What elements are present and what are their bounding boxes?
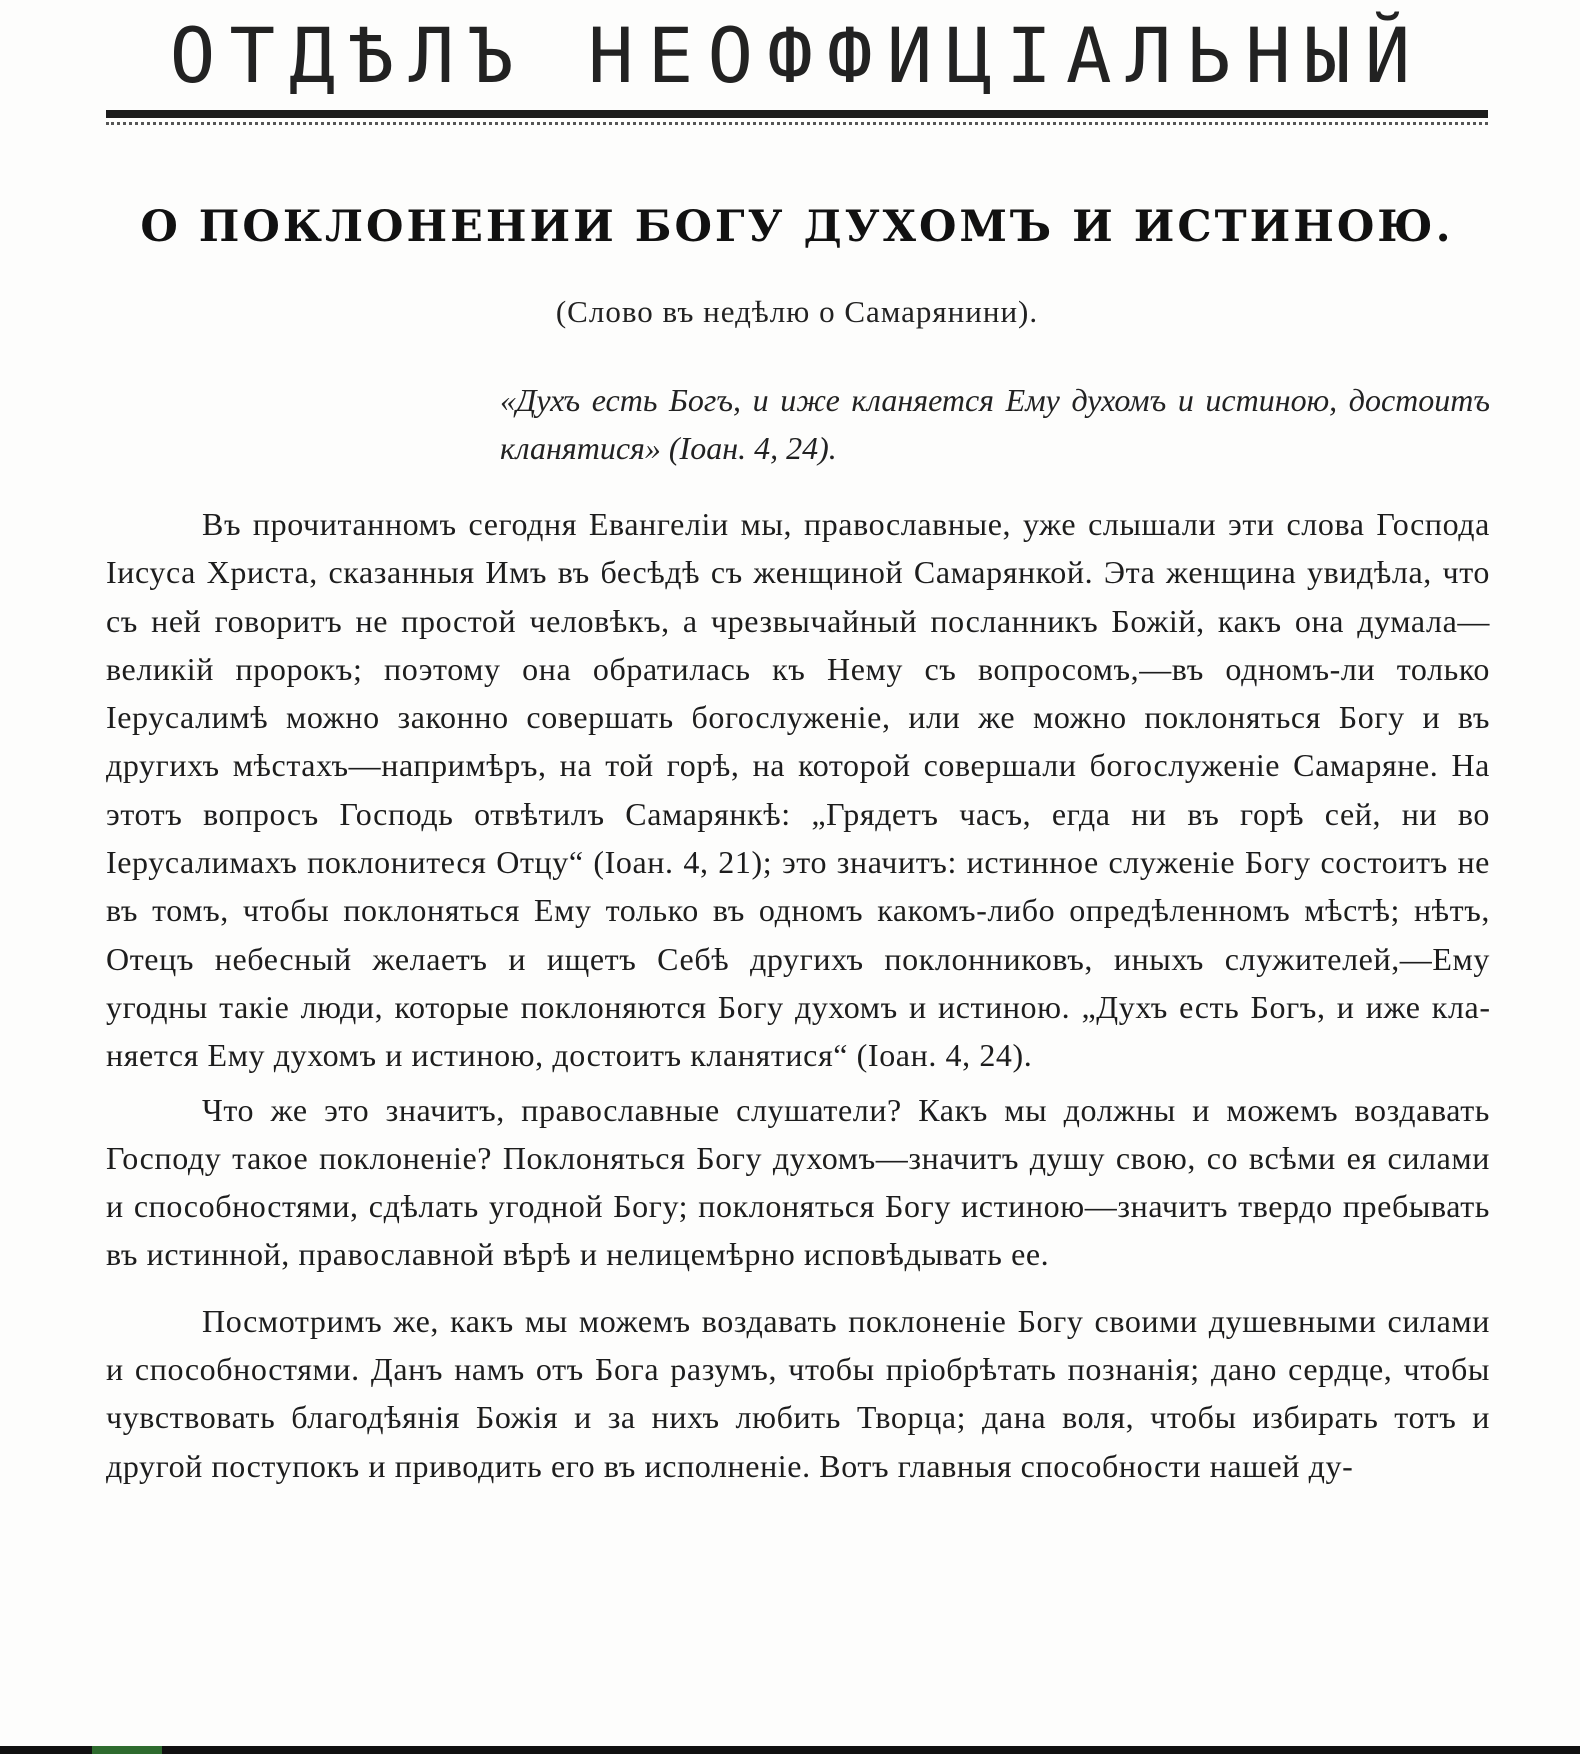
paragraph: Что же это значитъ, православные слушатели? Какъ мы должны и можемъ воздавать Господу такое поклоненіе? Поклоняться Богу духомъ—значитъ душу свою, со всѣми ея силами и способностями, сдѣлать угодной Богу; поклоняться Богу истиною—значитъ твердо пребывать въ истинной, православной вѣрѣ и нелицемѣрно исповѣдывать ее. [106, 1091, 1490, 1273]
epigraph [500, 376, 1490, 472]
scan-bottom-edge [0, 1746, 1580, 1754]
section-header: ОТДѢЛЪ НЕОФФИЦІАЛЬНЫЙ [169, 11, 1425, 100]
header-dotted-rule [106, 122, 1488, 125]
header-rule [106, 110, 1488, 118]
paragraph: Въ прочитанномъ сегодня Евангеліи мы, православные, уже слышали эти слова Господа Іисуса Христа, сказанныя Имъ въ бесѣдѣ съ женщиной Самарянкой. Эта женщина увидѣла, что съ ней говоритъ не простой человѣкъ, а чрезвычайный посланникъ Божій, какъ она думала—великій пророкъ; поэтому она обратилась къ Нему съ вопросомъ,—въ одномъ-ли только Іерусалимѣ можно законно совершать богослуженіе, или же можно поклоняться Богу и въ другихъ мѣстахъ—напримѣръ, на той горѣ, на которой совершали богослуженіе Самаряне. На этотъ вопросъ Господь отвѣтилъ Самарянкѣ: „Грядетъ часъ, егда ни въ горѣ сей, ни во Іерусалимахъ поклонитеся Отцу“ (Іоан. 4, 21); это значитъ: истинное служеніе Богу состоитъ не въ томъ, чтобы поклоняться Ему только въ одномъ какомъ-либо опредѣленномъ мѣстѣ; нѣтъ, Отецъ небесный желаетъ и ищетъ Себѣ другихъ поклонниковъ, иныхъ служителей,—Ему угодны такіе люди, которые поклоняются Богу духомъ и истиною. „Духъ есть Богъ, и иже кланяется Ему духомъ и истиною, достоитъ кланятися“ (Іоан. 4, 24). [106, 506, 1490, 1074]
epigraph-quote: «Духъ есть Богъ, и иже кланяется Ему духомъ и истиною, достоитъ кланятися» [500, 382, 1490, 466]
paragraph: Посмотримъ же, какъ мы можемъ воздавать поклоненіе Богу своими душевными силами и способностями. Данъ намъ отъ Бога разумъ, чтобы пріобрѣтать познанія; дано сердце, чтобы чувствовать благодѣянія Божія и за нихъ любить Творца; дана воля, чтобы избирать тотъ и другой поступокъ и приводить его въ исполненіе. Вотъ главныя способности нашей ду- [106, 1302, 1490, 1484]
article-body [106, 500, 1490, 1490]
scan-edge-marker [92, 1746, 162, 1754]
epigraph-reference: (Іоан. 4, 24). [668, 430, 837, 466]
article-subtitle: (Слово въ недѣлю о Самарянини). [555, 294, 1039, 329]
article-title: О ПОКЛОНЕНИИ БОГУ ДУХОМЪ И ИСТИНОЮ. [140, 202, 1454, 252]
